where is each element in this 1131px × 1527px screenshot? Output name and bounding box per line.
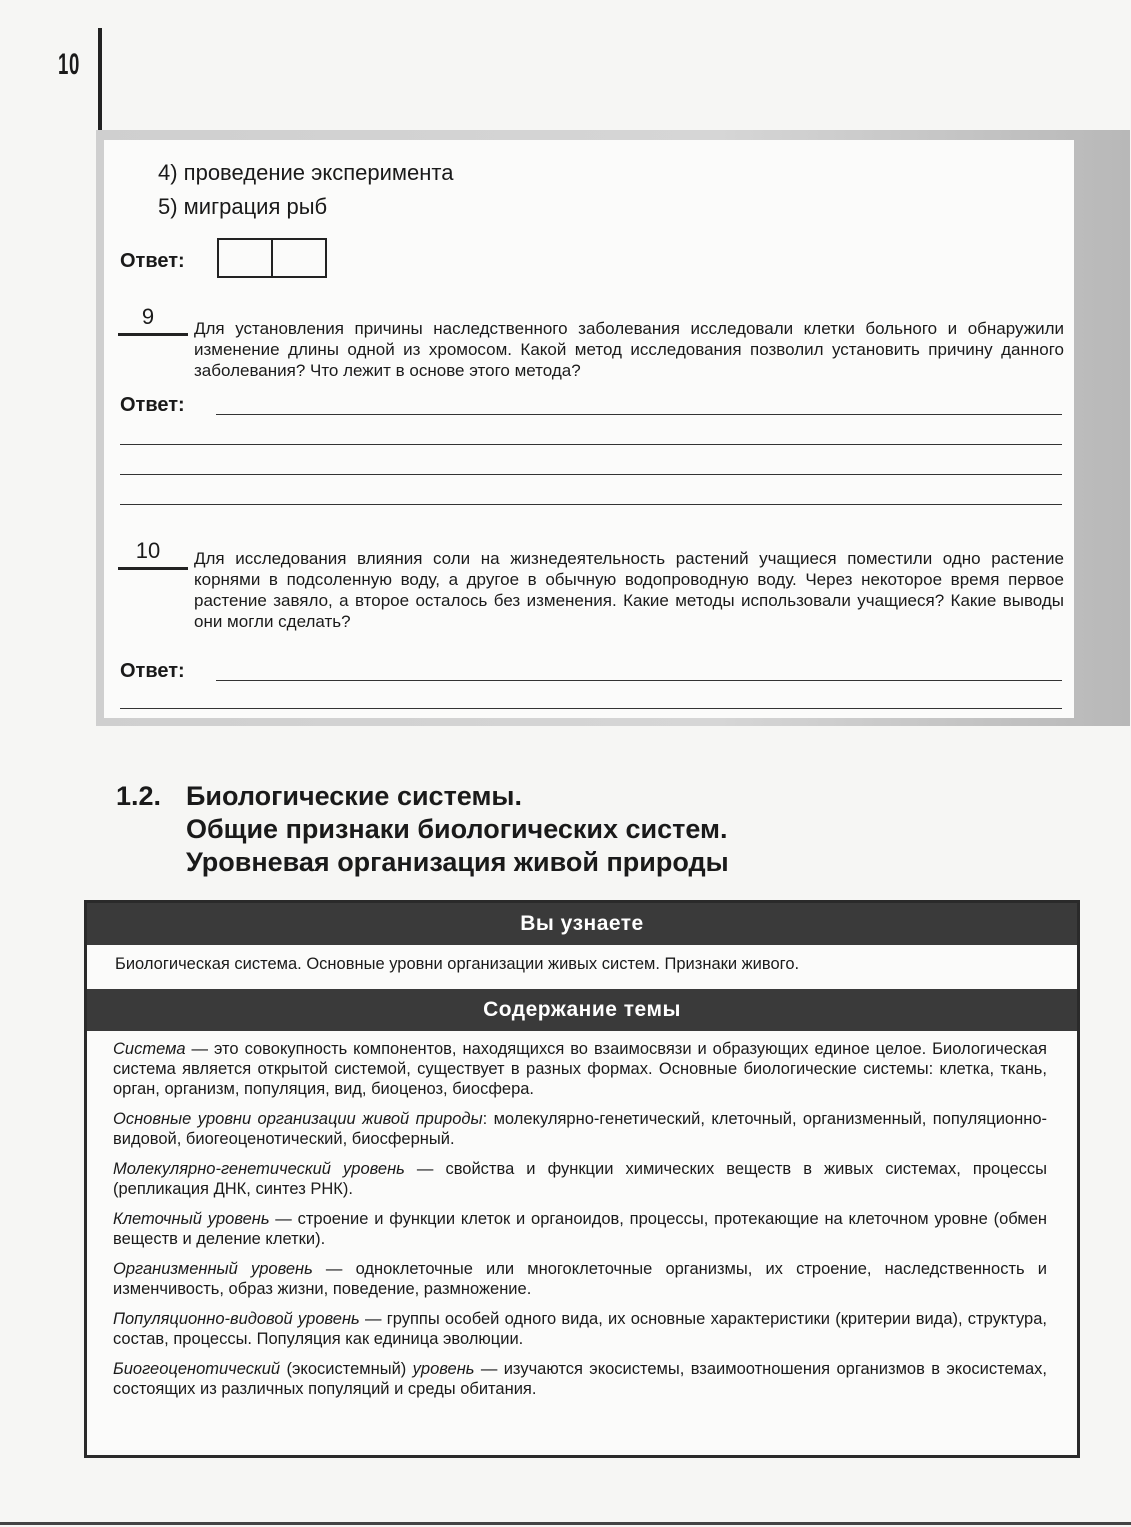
content-paragraph: Основные уровни организации живой природы: молекулярно-генетический, клеточный, организменный, популяционно-видовой, биогеоценотический, биосферный. [113, 1110, 1047, 1148]
content-paragraph: Система — это совокупность компонентов, находящихся во взаимосвязи и образующих единое целое. Биологическая система является открытой системой, существует в разных формах. Основные биологические системы: клетка, ткань, орган, организм, популяция, вид, биоценоз, биосфера. [113, 1040, 1047, 1098]
section-number: 1.2. [116, 781, 162, 811]
learn-header: Вы узнаете [87, 903, 1077, 945]
term: уровень [412, 1360, 475, 1378]
task-10-answer-line[interactable] [120, 708, 1062, 709]
term: Биогеоценотический [113, 1360, 281, 1378]
topic-info-box [84, 900, 1080, 1458]
topic-content [87, 1031, 1077, 1399]
section-title-line: Уровневая организация живой природы [186, 847, 729, 877]
answer-label: Ответ: [120, 250, 185, 272]
content-header: Содержание темы [87, 989, 1077, 1031]
task-9-answer-line[interactable] [120, 504, 1062, 505]
task-9-number: 9 [118, 304, 178, 330]
task-9-answer-line[interactable] [216, 414, 1062, 415]
exercise-panel-inner [104, 140, 1074, 718]
answer-box-1[interactable] [219, 240, 271, 276]
term: Система [113, 1040, 186, 1058]
task-9-answer-line[interactable] [120, 444, 1062, 445]
term: Молекулярно-генетический уровень [113, 1160, 405, 1178]
content-paragraph: Организменный уровень — одноклеточные или многоклеточные организмы, их строение, наследственность и изменчивость, образ жизни, поведение, размножение. [113, 1260, 1047, 1298]
section-title [186, 780, 729, 879]
task-9-answer-line[interactable] [120, 474, 1062, 475]
option-5: 5) миграция рыб [158, 194, 328, 219]
content-paragraph: Биогеоценотический (экосистемный) уровень — изучаются экосистемы, взаимоотношения организмов в экосистемах, состоящих из различных популяций и среды обитания. [113, 1360, 1047, 1398]
term: Клеточный уровень [113, 1210, 270, 1228]
term: Популяционно-видовой уровень [113, 1310, 360, 1328]
content-paragraph: Клеточный уровень — строение и функции клеток и органоидов, процессы, протекающие на клеточном уровне (обмен веществ и деление клетки). [113, 1210, 1047, 1248]
section-title-line: Биологические системы. [186, 781, 522, 811]
content-paragraph: Молекулярно-генетический уровень — свойства и функции химических веществ в живых системах, процессы (репликация ДНК, синтез РНК). [113, 1160, 1048, 1198]
term: Организменный уровень [113, 1260, 313, 1278]
task-9-text: Для установления причины наследственного заболевания исследовали клетки больного и обнаружили изменение длины одной из хромосом. Какой метод исследования позволил установить причину данного заболевания? Что лежит в основе этого метода? [194, 319, 1064, 380]
task-10-text: Для исследования влияния соли на жизнедеятельность растений учащиеся поместили одно растение корнями в подсоленную воду, а другое в обычную водопроводную воду. Через некоторое время первое растение завяло, а второе осталось без изменения. Какие методы использовали учащиеся? Какие выводы они могли сделать? [194, 549, 1064, 631]
exercise-panel [96, 130, 1130, 726]
learn-text: Биологическая система. Основные уровни организации живых систем. Признаки живого. [115, 955, 800, 973]
task-9-answer-label: Ответ: [120, 394, 185, 416]
answer-boxes[interactable] [217, 238, 327, 278]
margin-rule [98, 28, 102, 132]
task-10-answer-line[interactable] [216, 680, 1062, 681]
option-4: 4) проведение эксперимента [158, 160, 454, 185]
task-10-answer-label: Ответ: [120, 660, 185, 682]
page-number: 10 [58, 48, 80, 81]
term: Основные уровни организации живой природы [113, 1110, 483, 1128]
answer-box-2[interactable] [271, 240, 325, 276]
section-title-line: Общие признаки биологических систем. [186, 814, 728, 844]
bottom-rule [0, 1522, 1131, 1525]
content-paragraph: Популяционно-видовой уровень — группы особей одного вида, их основные характеристики (критерии вида), структура, состав, процессы. Популяция как единица эволюции. [113, 1310, 1047, 1348]
task-10-number: 10 [118, 538, 178, 564]
